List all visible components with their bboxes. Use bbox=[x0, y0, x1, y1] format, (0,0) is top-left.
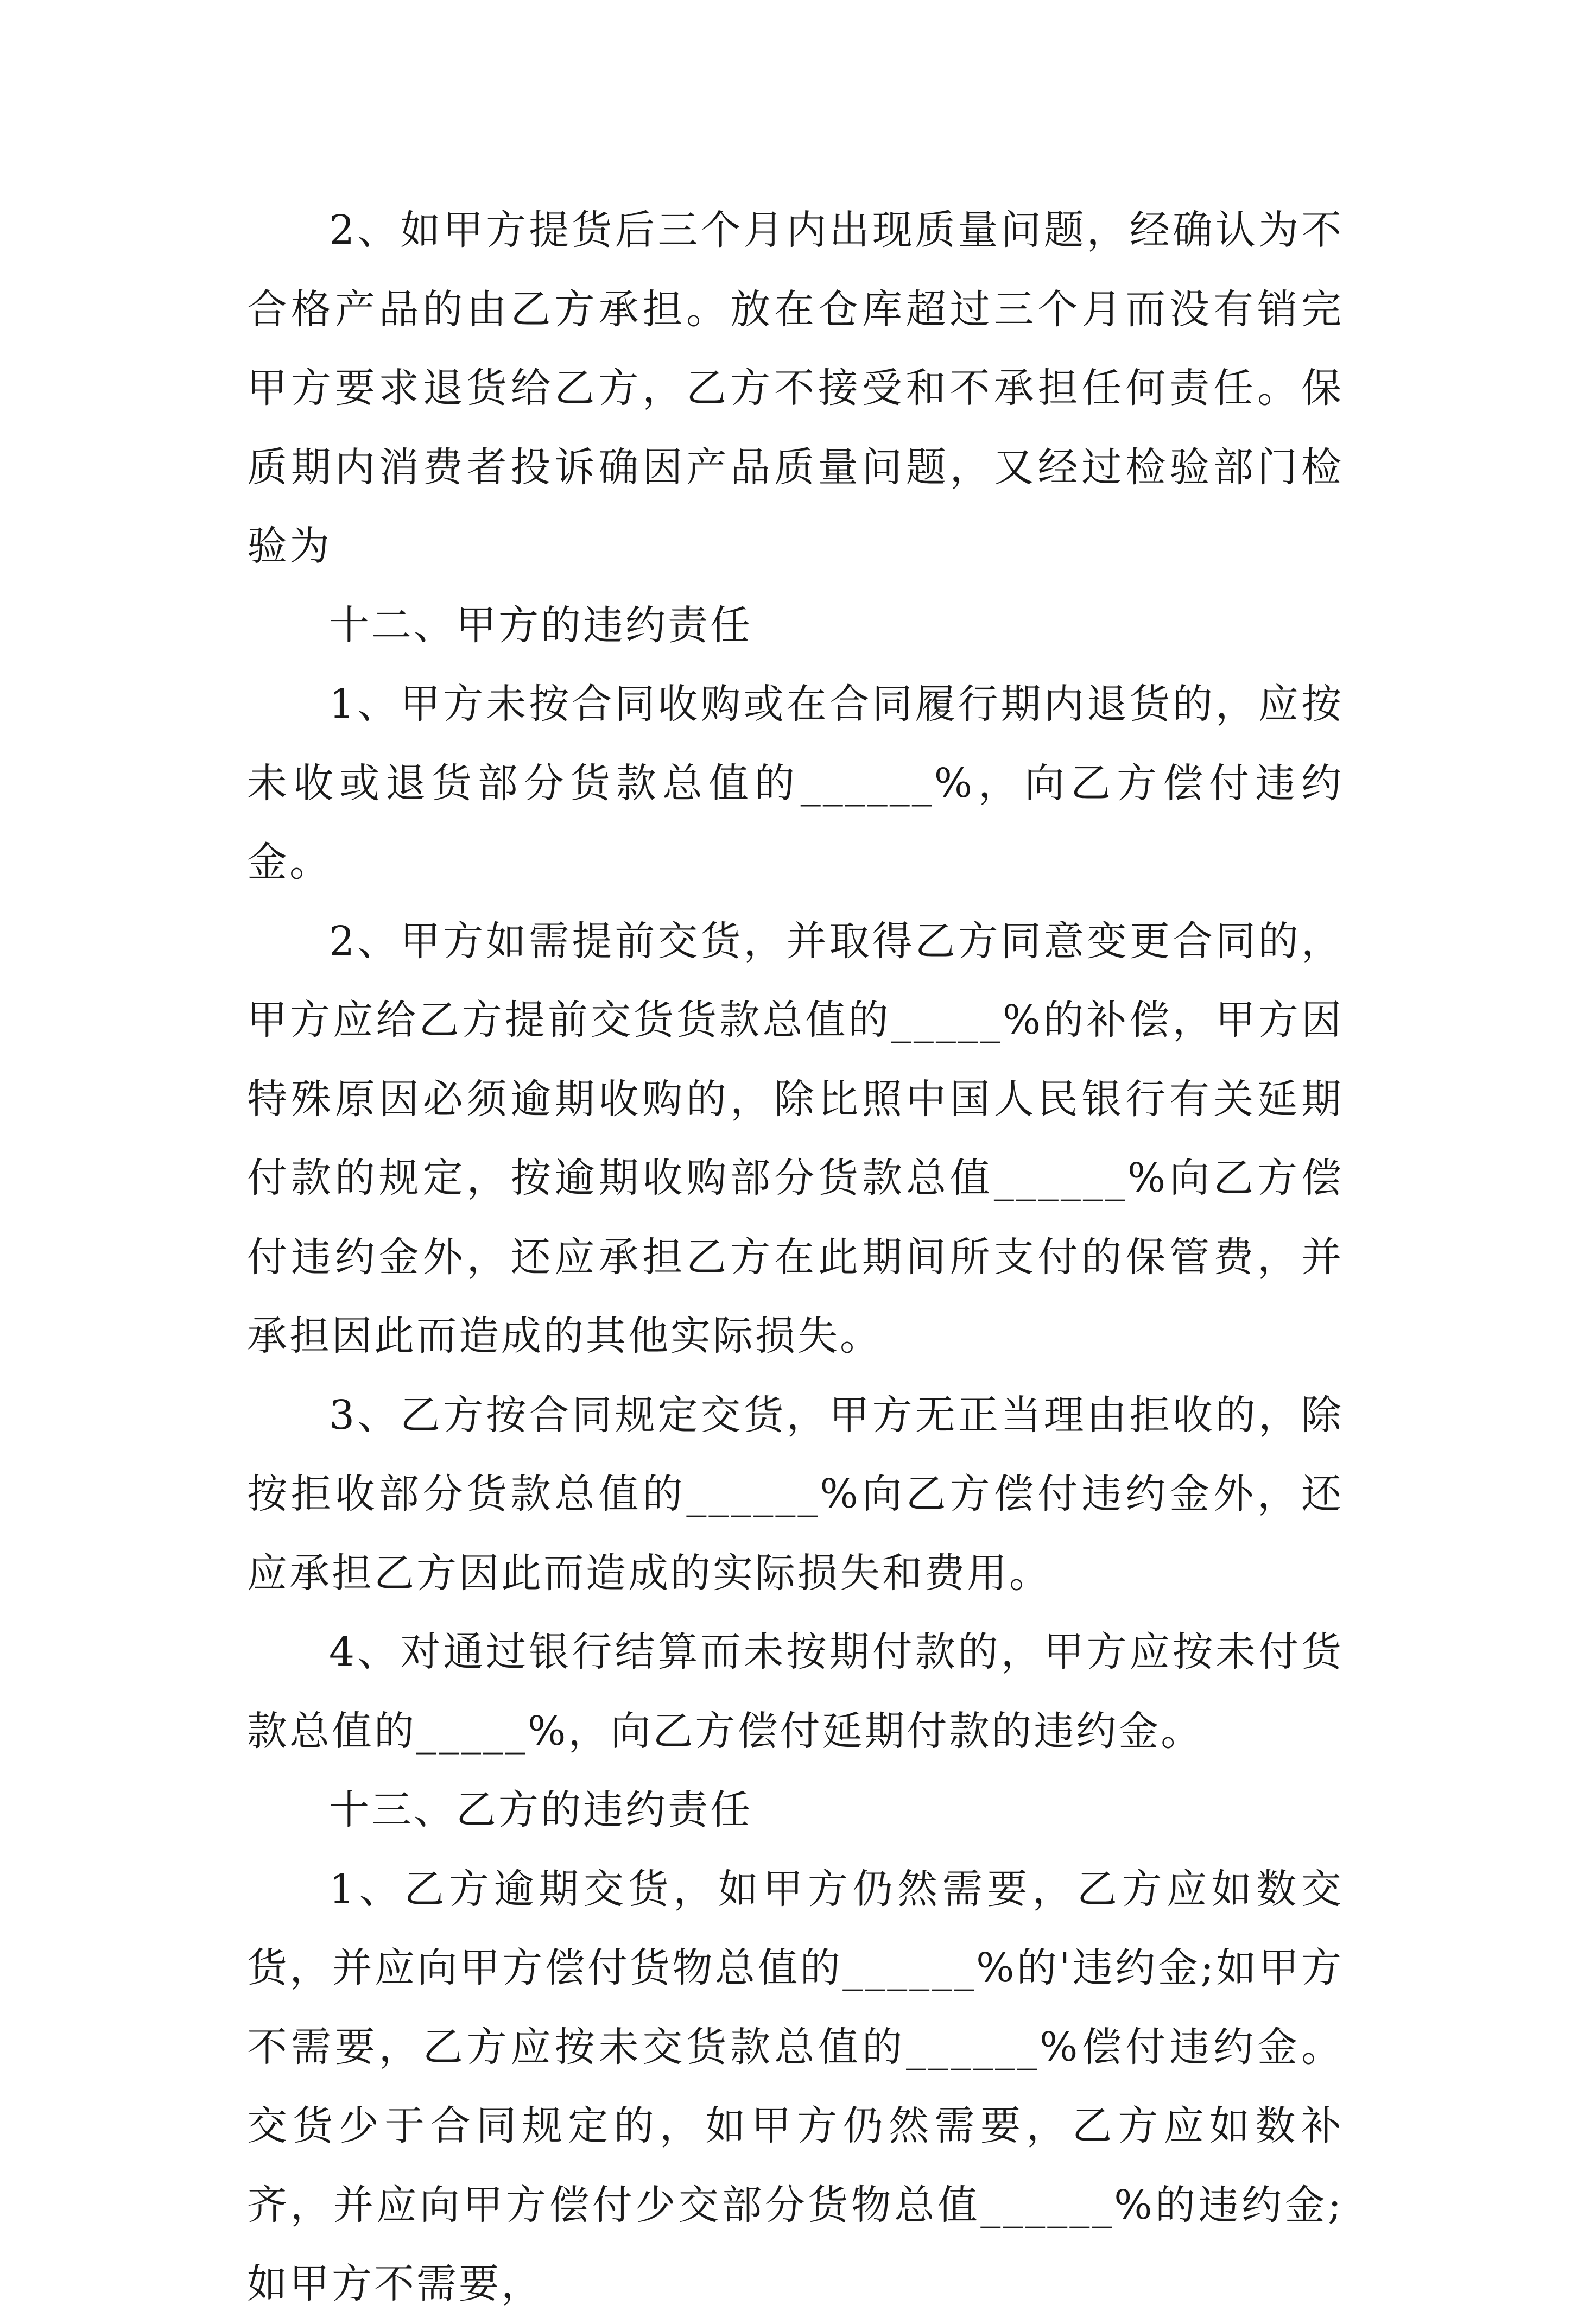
paragraph-party-a-clause-2: 2、甲方如需提前交货，并取得乙方同意变更合同的，甲方应给乙方提前交货货款总值的_____%的补偿，甲方因特殊原因必须逾期收购的，除比照中国人民银行有关延期付款的规定，按逾期收购部分货款总值______%向乙方偿付违约金外，还应承担乙方在此期间所支付的保管费，并承担因此而造成的其他实际损失。 bbox=[247, 917, 1344, 1359]
document-body bbox=[247, 191, 1344, 2324]
paragraph-party-b-clause-1: 1、乙方逾期交货，如甲方仍然需要，乙方应如数交货，并应向甲方偿付货物总值的______%的'违约金;如甲方不需要，乙方应按未交货款总值的______%偿付违约金。交货少于合同规定的，如甲方仍然需要，乙方应如数补齐，并应向甲方偿付少交部分货物总值______%的违约金;如甲方不需要， bbox=[247, 1865, 1344, 2307]
paragraph-party-a-clause-1: 1、甲方未按合同收购或在合同履行期内退货的，应按未收或退货部分货款总值的______%，向乙方偿付违约金。 bbox=[247, 681, 1344, 885]
section-heading-party-a-liability: 十二、甲方的违约责任 bbox=[329, 601, 752, 649]
paragraph-quality-issue: 2、如甲方提货后三个月内出现质量问题，经确认为不合格产品的由乙方承担。放在仓库超过三个月而没有销完甲方要求退货给乙方，乙方不接受和不承担任何责任。保质期内消费者投诉确因产品质量问题，又经过检验部门检验为 bbox=[247, 207, 1344, 569]
paragraph-party-a-clause-3: 3、乙方按合同规定交货，甲方无正当理由拒收的，除按拒收部分货款总值的______%向乙方偿付违约金外，还应承担乙方因此而造成的实际损失和费用。 bbox=[247, 1391, 1344, 1597]
section-heading-party-b-liability: 十三、乙方的违约责任 bbox=[329, 1787, 752, 1833]
paragraph-party-a-clause-4: 4、对通过银行结算而未按期付款的，甲方应按未付货款总值的_____%，向乙方偿付延期付款的违约金。 bbox=[247, 1629, 1344, 1755]
